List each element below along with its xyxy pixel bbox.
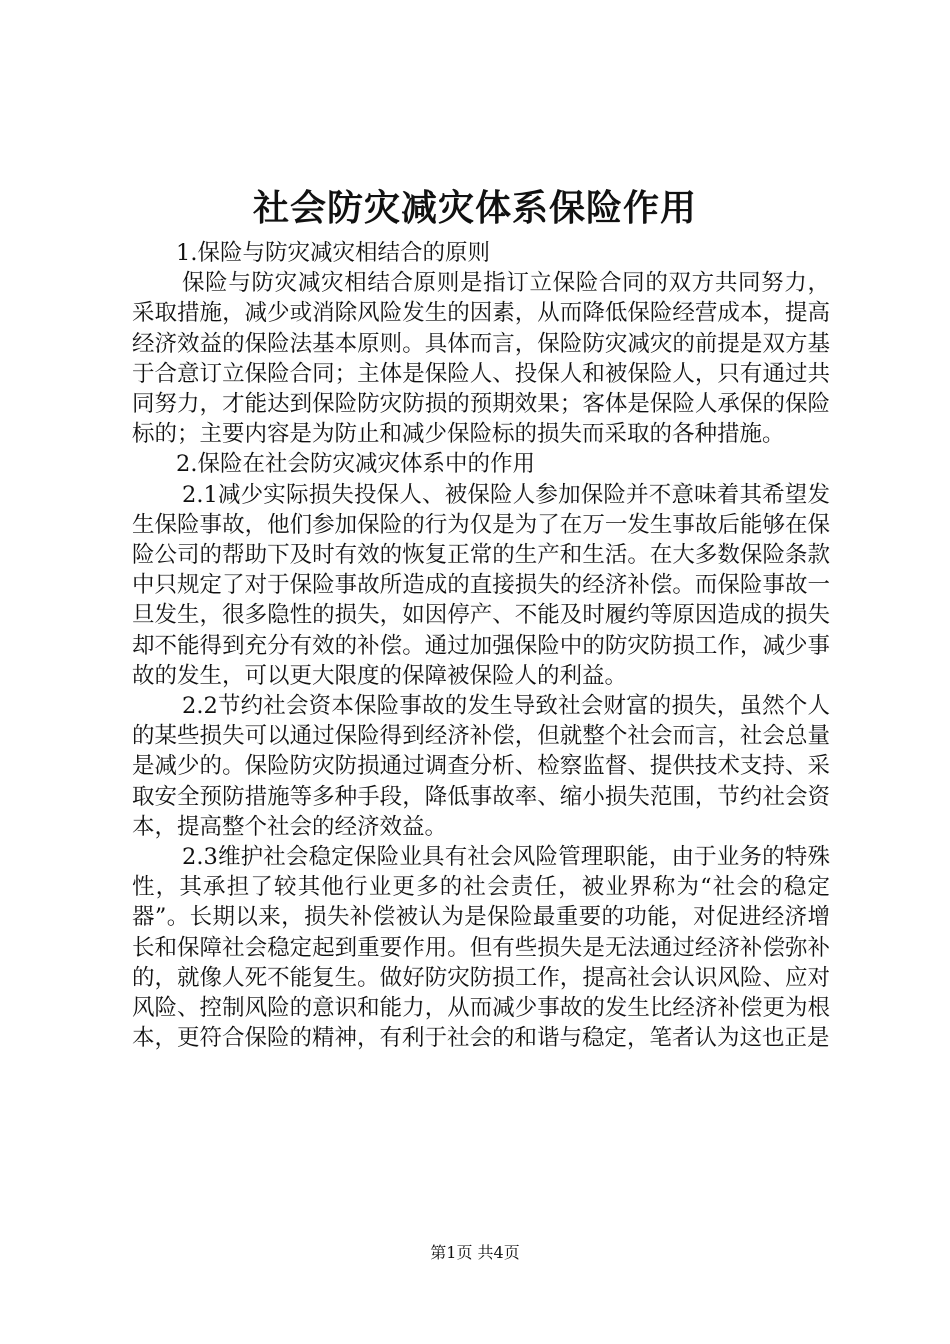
body-paragraph: 2.3维护社会稳定保险业具有社会风险管理职能，由于业务的特殊性，其承担了较其他行业更多的社会责任，被业界称为“社会的稳定器”。长期以来，损失补偿被认为是保险最重要的功能，对促进经济增长和保障社会稳定起到重要作用。但有些损失是无法通过经济补偿弥补的，就像人死不能复生。做好防灾防损工作，提高社会认识风险、应对风险、控制风险的意识和能力，从而减少事故的发生比经济补偿更为根本，更符合保险的精神，有利于社会的和谐与稳定，笔者认为这也正是: [132, 844, 830, 1052]
page-number-footer: 第1页 共4页: [430, 1243, 520, 1262]
body-paragraph: 2.2节约社会资本保险事故的发生导致社会财富的损失，虽然个人的某些损失可以通过保险得到经济补偿，但就整个社会而言，社会总量是减少的。保险防灾防损通过调查分析、检察监督、提供技术支持、采取安全预防措施等多种手段，降低事故率、缩小损失范围，节约社会资本，提高整个社会的经济效益。: [132, 693, 830, 840]
document-title: 社会防灾减灾体系保险作用: [252, 187, 697, 229]
body-paragraph: 保险与防灾减灾相结合原则是指订立保险合同的双方共同努力，采取措施，减少或消除风险发生的因素，从而降低保险经营成本，提高经济效益的保险法基本原则。具体而言，保险防灾减灾的前提是双方基于合意订立保险合同；主体是保险人、投保人和被保险人，只有通过共同努力，才能达到保险防灾防损的预期效果；客体是保险人承保的保险标的；主要内容是为防止和减少保险标的损失而采取的各种措施。: [132, 270, 830, 448]
document-body: [132, 238, 830, 1053]
body-paragraph: 2.1减少实际损失投保人、被保险人参加保险并不意味着其希望发生保险事故，他们参加保险的行为仅是为了在万一发生事故后能够在保险公司的帮助下及时有效的恢复正常的生产和生活。在大多数保险条款中只规定了对于保险事故所造成的直接损失的经济补偿。而保险事故一旦发生，很多隐性的损失，如因停产、不能及时履约等原因造成的损失却不能得到充分有效的补偿。通过加强保险中的防灾防损工作，减少事故的发生，可以更大限度的保障被保险人的利益。: [132, 481, 830, 689]
section-heading-2: 2.保险在社会防灾减灾体系中的作用: [176, 451, 535, 478]
section-heading-1: 1.保险与防灾减灾相结合的原则: [176, 240, 490, 266]
